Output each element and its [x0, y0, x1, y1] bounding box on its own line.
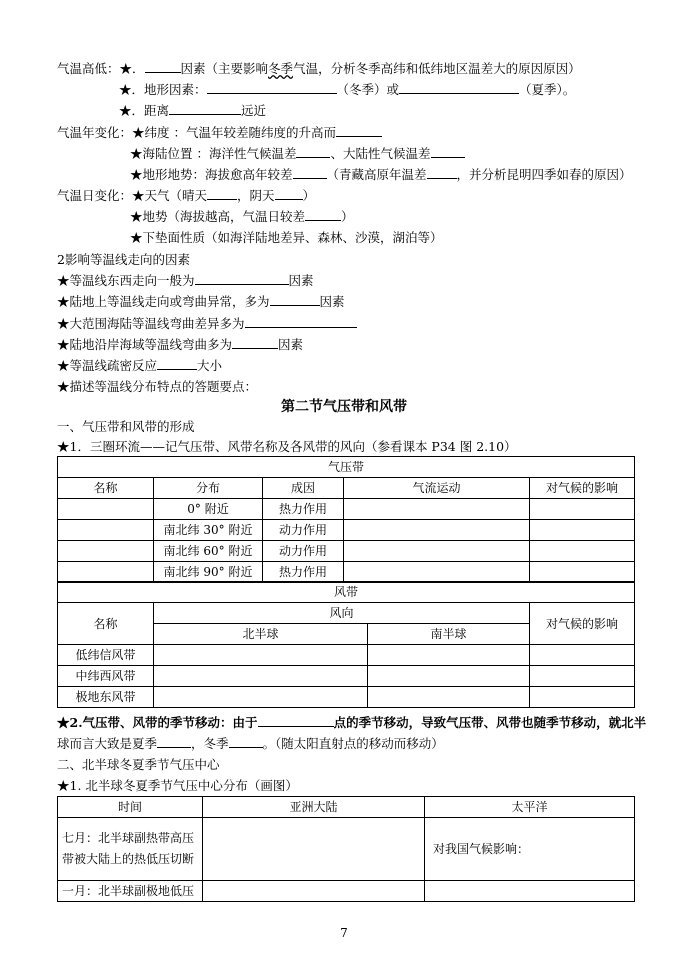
table-row: 南北纬 60° 附近 动力作用 — [58, 541, 635, 562]
pressure-center-table — [57, 796, 635, 902]
pressure-wind-table — [57, 456, 635, 583]
wind-belt-header: 风带 — [58, 582, 635, 603]
table-row: 一月：北半球副极地低压 — [58, 881, 635, 902]
daily-change-line1: 气温日变化：★天气（晴天 ，阴天 ） — [57, 188, 316, 203]
col-cause: 成因 — [263, 478, 344, 499]
wind-col-direction: 风向 — [154, 603, 530, 624]
annual-change-line1: 气温年变化：★纬度 ：气温年较差随纬度的升高而 — [57, 124, 382, 142]
col-time: 时间 — [58, 797, 203, 818]
daily-change-line2: ★地势（海拔越高，气温日较差 ） — [130, 209, 354, 224]
question-3: ★1. 北半球冬夏季节气压中心分布（画图） — [57, 778, 298, 793]
isotherm-item-1: ★等温线东西走向一般为 因素 — [57, 273, 314, 288]
temp-high-low-line2: ★．地形因素： （冬季）或 （夏季）。 — [119, 82, 576, 97]
table-row: 七月：北半球副热带高压 带被大陆上的热低压切断 对我国气候影响： — [58, 818, 635, 881]
isotherm-item-4: ★陆地沿岸海域等温线弯曲多为 因素 — [57, 337, 304, 352]
table-row: 中纬西风带 — [58, 666, 635, 687]
wind-col-south: 南半球 — [368, 624, 530, 645]
wind-col-name: 名称 — [58, 603, 154, 645]
isotherm-heading: 2影响等温线走向的因素 — [57, 252, 190, 267]
question-2-line2: 球而言大致是夏季 ，冬季 。（随太阳直射点的移动而移动） — [57, 736, 444, 751]
col-asia: 亚洲大陆 — [203, 797, 425, 818]
temp-high-low-line3: ★．距离 远近 — [119, 103, 267, 118]
col-airflow: 气流运动 — [344, 478, 530, 499]
pressure-belt-header: 气压带 — [58, 457, 635, 478]
wind-belt-table — [57, 581, 635, 708]
page-number: 7 — [340, 926, 348, 940]
temp-high-low-line1: 气温高低：★． 因素（主要影响冬季气温，分析冬季高纬和低纬地区温差大的原因原因） — [57, 61, 581, 76]
annual-change-line2: ★海陆位置 ：海洋性气候温差 、大陆性气候温差 — [130, 145, 465, 163]
isotherm-item-5: ★等温线疏密反应 大小 — [57, 358, 223, 373]
col-climate-effect: 对气候的影响 — [530, 478, 635, 499]
subsection-2: 二、北半球冬夏季节气压中心 — [57, 757, 220, 772]
isotherm-item-6: ★描述等温线分布特点的答题要点： — [57, 379, 258, 394]
table-row: 极地东风带 — [58, 687, 635, 708]
wind-col-north: 北半球 — [154, 624, 368, 645]
question-2-line1: ★2.气压带、风带的季节移动：由于 点的季节移动，导致气压带、风带也随季节移动，就北半 — [57, 715, 647, 730]
isotherm-item-3: ★大范围海陆等温线弯曲差异多为 — [57, 315, 357, 333]
daily-change-line3: ★下垫面性质（如海洋陆地差异、森林、沙漠，湖泊等） — [130, 230, 443, 245]
wind-col-climate: 对气候的影响 — [530, 603, 635, 645]
section-title: 第二节气压带和风带 — [281, 399, 407, 415]
annual-change-line3: ★地形地势：海拔愈高年较差 （青藏高原年温差 ，并分析昆明四季如春的原因） — [130, 167, 632, 182]
col-pacific: 太平洋 — [425, 797, 635, 818]
col-distribution: 分布 — [154, 478, 263, 499]
isotherm-item-2: ★陆地上等温线走向或弯曲异常，多为 因素 — [57, 294, 345, 309]
table-row: 南北纬 30° 附近 动力作用 — [58, 520, 635, 541]
subsection-1: 一、气压带和风带的形成 — [57, 419, 195, 434]
table-row: 0° 附近 热力作用 — [58, 499, 635, 520]
table-row: 南北纬 90° 附近 热力作用 — [58, 562, 635, 583]
col-name: 名称 — [58, 478, 154, 499]
question-1: ★1．三圈环流——记气压带、风带名称及各风带的风向（参看课本 P34 图 2.10） — [57, 439, 517, 454]
table-row: 低纬信风带 — [58, 645, 635, 666]
